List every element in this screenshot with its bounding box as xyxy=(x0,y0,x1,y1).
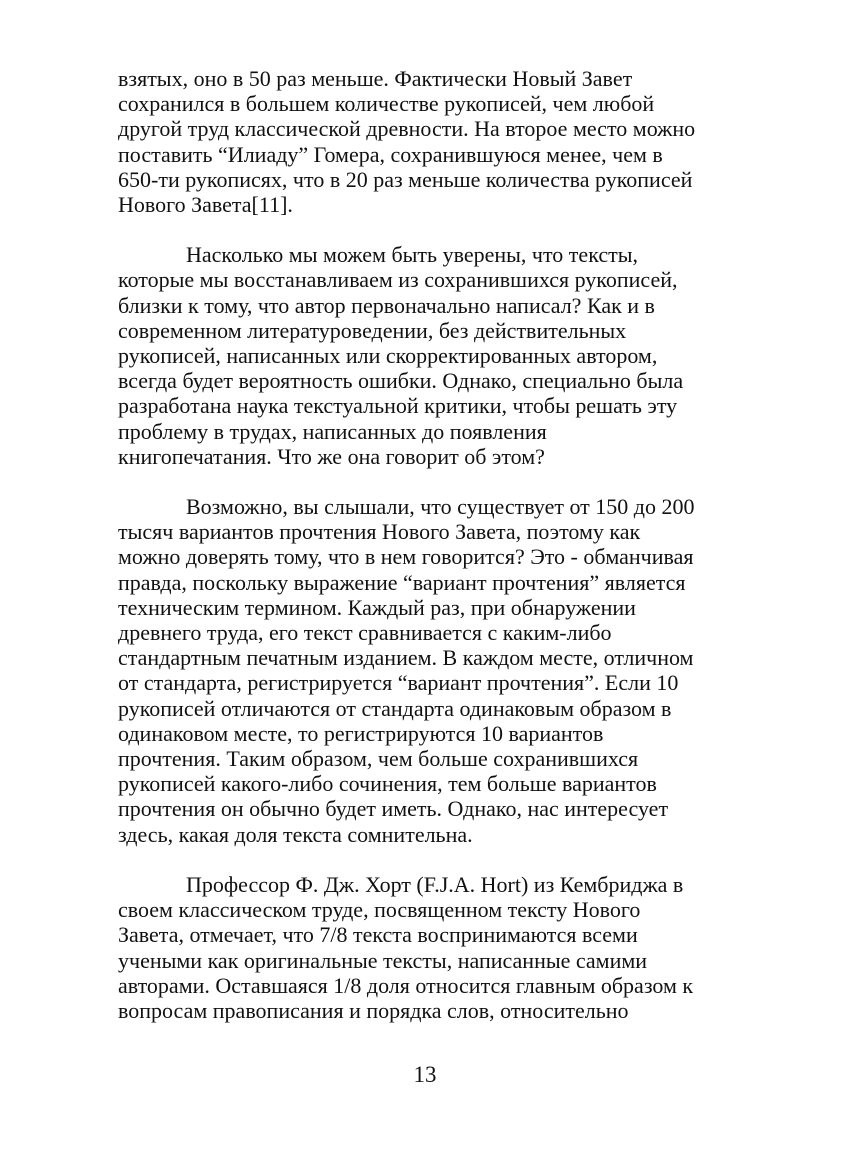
paragraph-3 xyxy=(118,494,733,847)
text-line: учеными как оригинальные тексты, написанные самими xyxy=(118,947,648,973)
text-line: рукописей отличаются от стандарта одинаковым образом в xyxy=(118,695,672,721)
text-line: здесь, какая доля текста сомнительна. xyxy=(118,821,473,847)
text-line: Профессор Ф. Дж. Хорт (F.J.A. Hort) из Кембриджа в xyxy=(186,871,684,897)
text-line: которые мы восстанавливаем из сохранившихся рукописей, xyxy=(118,267,678,293)
text-line: разработана наука текстуальной критики, чтобы решать эту xyxy=(118,393,678,419)
text-line: рукописей какого-либо сочинения, тем больше вариантов xyxy=(118,771,657,797)
text-line: взятых, оно в 50 раз меньше. Фактически Новый Завет xyxy=(118,66,633,91)
text-line: современном литературоведении, без действительных xyxy=(118,317,627,343)
text-line: техническим термином. Каждый раз, при обнаружении xyxy=(118,594,636,620)
text-line: вопросам правописания и порядка слов, относительно xyxy=(118,997,629,1023)
text-line: своем классическом труде, посвященном тексту Нового xyxy=(118,897,641,923)
paragraph-1 xyxy=(118,66,733,217)
text-line: Насколько мы можем быть уверены, что тексты, xyxy=(186,242,638,268)
text-line: близки к тому, что автор первоначально написал? Как и в xyxy=(118,292,655,318)
text-line: Нового Завета[11]. xyxy=(118,192,293,218)
text-line: Возможно, вы слышали, что существует от 150 до 200 xyxy=(186,494,695,520)
text-line: другой труд классической древности. На второе место можно xyxy=(118,116,696,142)
text-line: древнего труда, его текст сравнивается с каким-либо xyxy=(118,620,612,646)
text-line: прочтения он обычно будет иметь. Однако, нас интересует xyxy=(118,796,669,822)
text-line: авторами. Оставшаяся 1/8 доля относится главным образом к xyxy=(118,972,694,998)
text-line: проблему в трудах, написанных до появления xyxy=(118,418,547,444)
paragraph-4 xyxy=(118,872,733,1023)
text-line: прочтения. Таким образом, чем больше сохранившихся xyxy=(118,746,639,772)
text-line: тысяч вариантов прочтения Нового Завета, поэтому как xyxy=(118,519,641,545)
text-line: одинаковом месте, то регистрируются 10 вариантов xyxy=(118,720,604,746)
text-line: можно доверять тому, что в нем говорится? Это - обманчивая xyxy=(118,544,694,570)
text-line: книгопечатания. Что же она говорит об этом? xyxy=(118,443,545,469)
text-line: рукописей, написанных или скорректированных автором, xyxy=(118,343,658,369)
text-line: стандартным печатным изданием. В каждом месте, отличном xyxy=(118,645,694,671)
text-line: поставить “Илиаду” Гомера, сохранившуюся менее, чем в xyxy=(118,141,663,167)
text-line: Завета, отмечает, что 7/8 текста воспринимаются всеми xyxy=(118,922,638,948)
text-line: от стандарта, регистрируется “вариант прочтения”. Если 10 xyxy=(118,670,679,696)
text-line: правда, поскольку выражение “вариант прочтения” является xyxy=(118,569,686,595)
body-text xyxy=(118,66,733,1048)
text-line: сохранился в большем количестве рукописей, чем любой xyxy=(118,91,655,117)
page-number: 13 xyxy=(413,1062,437,1087)
text-line: 650-ти рукописях, что в 20 раз меньше количества рукописей xyxy=(118,166,693,192)
text-line: всегда будет вероятность ошибки. Однако, специально была xyxy=(118,368,684,394)
paragraph-2 xyxy=(118,242,733,469)
